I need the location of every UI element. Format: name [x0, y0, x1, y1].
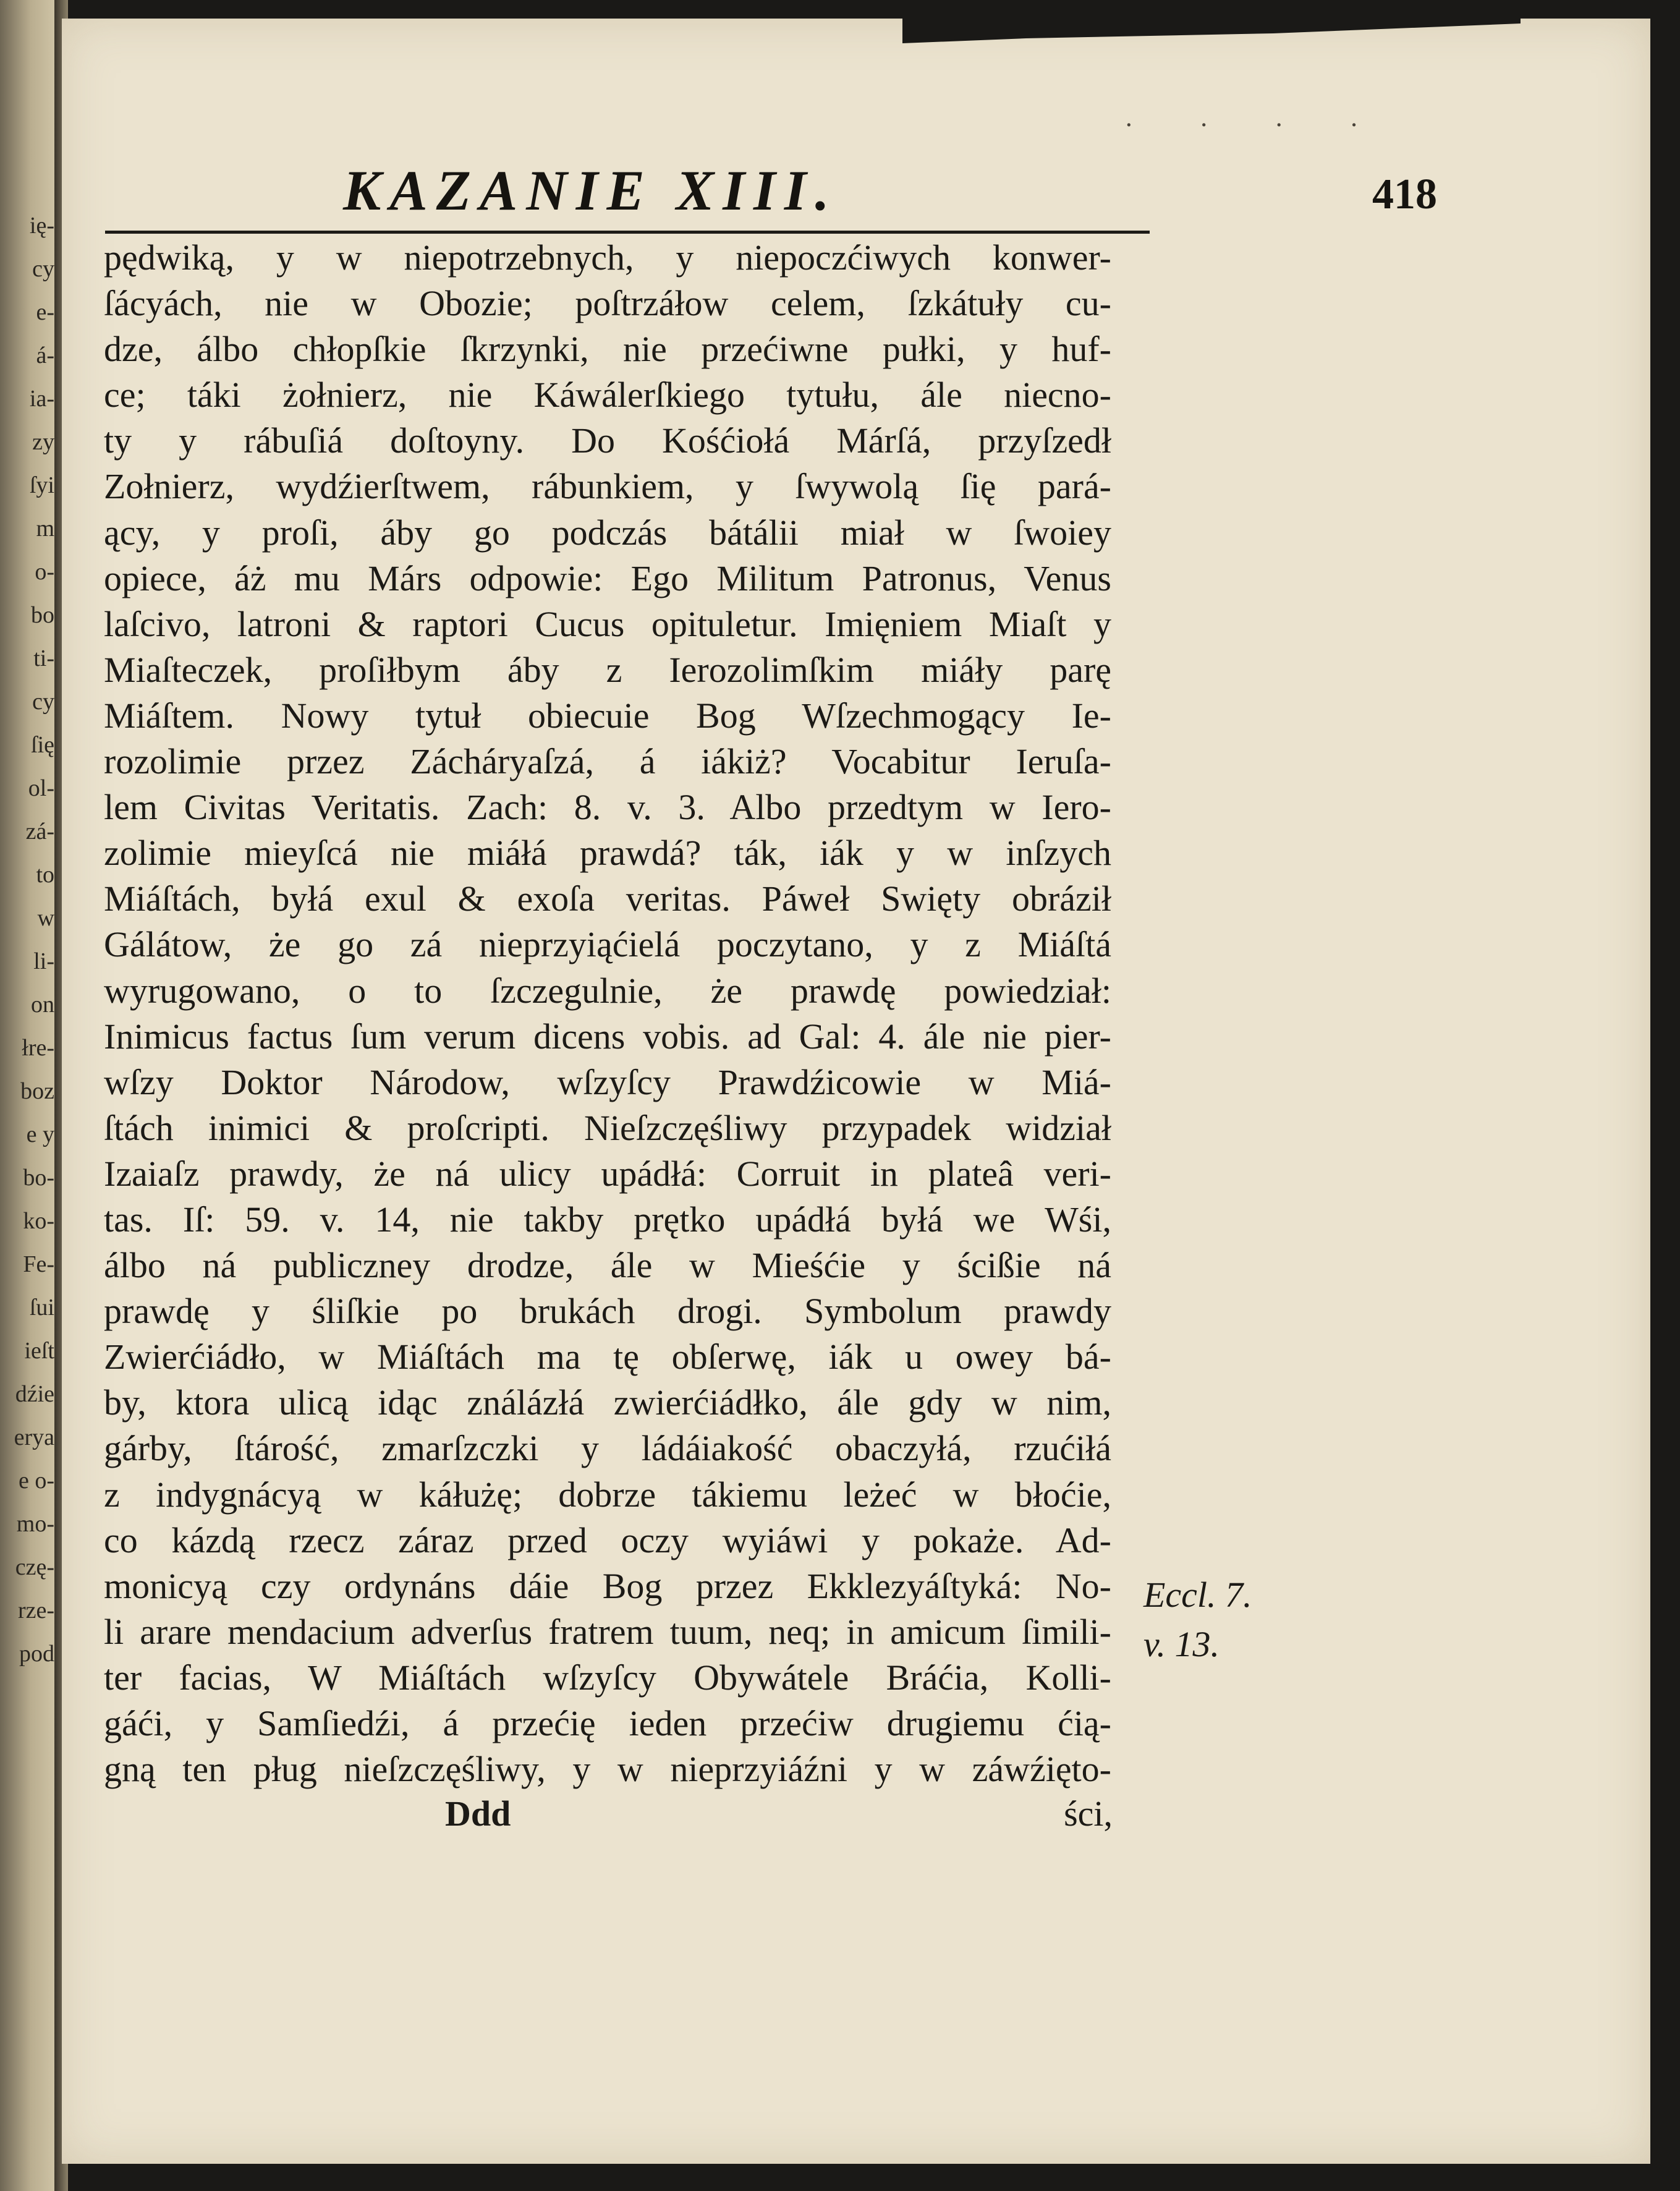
- page-number: 418: [1372, 171, 1437, 218]
- sermon-body-text: [104, 235, 1111, 1792]
- previous-page-fragment: ieſt: [24, 1338, 54, 1364]
- page-footer: [445, 1793, 1113, 1836]
- text-line: ſtách inimici & proſcripti. Nieſzczęśliwy przypadek widział: [104, 1107, 1111, 1148]
- text-line: gárby, ſtárość, zmarſzczki y ládáiakość obaczyłá, rzućiłá: [104, 1428, 1111, 1469]
- previous-page-fragment: zá-: [25, 819, 54, 844]
- text-line: ty y rábuſiá doſtoyny. Do Kośćiołá Márſá, przyſzedł: [104, 420, 1111, 461]
- previous-page-fragment: mo-: [16, 1511, 54, 1537]
- text-line: prawdę y śliſkie po brukách drogi. Symbolum prawdy: [104, 1291, 1111, 1332]
- previous-page-fragment: dźie: [15, 1381, 54, 1407]
- previous-page-fragment: ię-: [29, 213, 54, 239]
- text-line: Izaiaſz prawdy, że ná ulicy upádłá: Corruit in plateâ veri-: [104, 1153, 1111, 1194]
- text-line: z indygnácyą w káłużę; dobrze tákiemu leżeć w błoćie,: [104, 1474, 1111, 1515]
- previous-page-fragment: o-: [35, 559, 54, 585]
- previous-page-fragment: ia-: [29, 386, 54, 412]
- previous-page-fragment: ti-: [33, 645, 54, 671]
- text-line: Miáſtách, byłá exul & exoſa veritas. Páweł Swięty obráził: [104, 879, 1111, 919]
- catchword: ści,: [1064, 1793, 1113, 1834]
- ink-specks: · · · ·: [1125, 111, 1388, 140]
- text-line: monicyą czy ordynáns dáie Bog przez Ekklezyáſtyká: No-: [104, 1565, 1111, 1606]
- previous-page-fragment: ſui: [29, 1295, 54, 1321]
- previous-page-fragment: li-: [33, 948, 54, 974]
- previous-page-fragment: erya: [14, 1424, 54, 1450]
- text-line: dze, álbo chłopſkie ſkrzynki, nie przećiwne pułki, y huf-: [104, 329, 1111, 370]
- text-line: opiece, áż mu Márs odpowie: Ego Militum Patronus, Venus: [104, 558, 1111, 598]
- page-header: [284, 158, 1249, 226]
- margin-citation: [1143, 1570, 1252, 1669]
- text-line: pędwiką, y w niepotrzebnych, y niepoczćiwych konwer-: [104, 237, 1111, 278]
- text-line: Miáſtem. Nowy tytuł obiecuie Bog Wſzechmogący Ie-: [104, 695, 1111, 736]
- previous-page-fragment: bo-: [23, 1165, 54, 1191]
- previous-page-fragment: cy: [32, 256, 54, 282]
- previous-page-fragment: ſię: [31, 732, 54, 758]
- previous-page-fragment: pod: [19, 1641, 54, 1667]
- text-line: laſcivo, latroni & raptori Cucus opituletur. Imięniem Miaſt y: [104, 603, 1111, 644]
- previous-page-fragments: [2, 204, 54, 1675]
- text-line: by, ktora ulicą idąc ználázłá zwierćiádłko, ále gdy w nim,: [104, 1382, 1111, 1423]
- book-page: [62, 19, 1650, 2164]
- previous-page-fragment: e o-: [18, 1468, 54, 1494]
- previous-page-edge: [0, 0, 56, 2191]
- text-line: Miaſteczek, proſiłbym áby z Ierozolimſkim miáły parę: [104, 649, 1111, 690]
- text-line: ący, y proſi, áby go podczás bátálii miał w ſwoiey: [104, 512, 1111, 553]
- text-line: ſácyách, nie w Obozie; poſtrzáłow celem, ſzkátuły cu-: [104, 283, 1111, 324]
- text-line: zolimie mieyſcá nie miáłá prawdá? ták, iák y w inſzych: [104, 833, 1111, 874]
- text-line: wyrugowano, o to ſzczegulnie, że prawdę powiedział:: [104, 970, 1111, 1011]
- previous-page-fragment: w: [37, 905, 54, 931]
- text-line: ter facias, W Miáſtách wſzyſcy Obywátele Bráćia, Kolli-: [104, 1657, 1111, 1698]
- previous-page-fragment: on: [31, 992, 54, 1018]
- previous-page-fragment: ſyi: [29, 472, 54, 498]
- text-line: co kázdą rzecz záraz przed oczy wyiáwi y pokaże. Ad-: [104, 1520, 1111, 1560]
- previous-page-fragment: e-: [36, 299, 54, 325]
- text-line: gáći, y Samſiedźi, á przećię ieden przećiw drugiemu ćią-: [104, 1703, 1111, 1743]
- running-title: KAZANIE XIII.: [343, 159, 838, 222]
- text-line: álbo ná publiczney drodze, ále w Mieśćie y ścißie ná: [104, 1245, 1111, 1286]
- previous-page-fragment: m: [36, 516, 54, 542]
- text-line: gną ten pług nieſzczęśliwy, y w nieprzyiáźni y w záwźięto-: [104, 1749, 1111, 1790]
- previous-page-fragment: e y: [26, 1121, 54, 1147]
- previous-page-fragment: zy: [32, 429, 54, 455]
- text-line: wſzy Doktor Národow, wſzyſcy Prawdźicowie w Miá-: [104, 1061, 1111, 1102]
- previous-page-fragment: łre-: [22, 1035, 54, 1061]
- previous-page-fragment: cy: [32, 689, 54, 715]
- previous-page-fragment: ko-: [23, 1208, 54, 1234]
- torn-corner: [902, 19, 1521, 43]
- previous-page-fragment: bo: [31, 602, 54, 628]
- previous-page-fragment: ol-: [28, 775, 54, 801]
- text-line: Inimicus factus ſum verum dicens vobis. ad Gal: 4. ále nie pier-: [104, 1016, 1111, 1057]
- text-line: lem Civitas Veritatis. Zach: 8. v. 3. Albo przedtym w Iero-: [104, 787, 1111, 828]
- previous-page-fragment: rze-: [17, 1598, 54, 1623]
- header-rule: [105, 231, 1150, 234]
- text-line: Gálátow, że go zá nieprzyiąćielá poczytano, y z Miáſtá: [104, 924, 1111, 965]
- text-line: li arare mendacium adverſus fratrem tuum, neq; in amicum ſimili-: [104, 1611, 1111, 1652]
- text-line: ce; táki żołnierz, nie Káwálerſkiego tytułu, ále niecno-: [104, 375, 1111, 415]
- previous-page-fragment: boz: [20, 1078, 54, 1104]
- text-line: tas. Iſ: 59. v. 14, nie takby prętko upádłá byłá we Wśi,: [104, 1199, 1111, 1240]
- margin-citation-line: Eccl. 7.: [1143, 1575, 1252, 1615]
- signature-mark: Ddd: [445, 1793, 511, 1834]
- text-line: Zwierćiádło, w Miáſtách ma tę obſerwę, iák u owey bá-: [104, 1337, 1111, 1377]
- previous-page-fragment: Fe-: [23, 1251, 54, 1277]
- text-line: rozolimie przez Zácháryaſzá, á iákiż? Vocabitur Ieruſa-: [104, 741, 1111, 782]
- previous-page-fragment: czę-: [15, 1554, 54, 1580]
- previous-page-fragment: á-: [36, 342, 54, 368]
- margin-citation-line: v. 13.: [1143, 1624, 1220, 1664]
- previous-page-fragment: to: [36, 862, 54, 888]
- text-line: Zołnierz, wydźierſtwem, rábunkiem, y ſwywolą ſię pará-: [104, 466, 1111, 507]
